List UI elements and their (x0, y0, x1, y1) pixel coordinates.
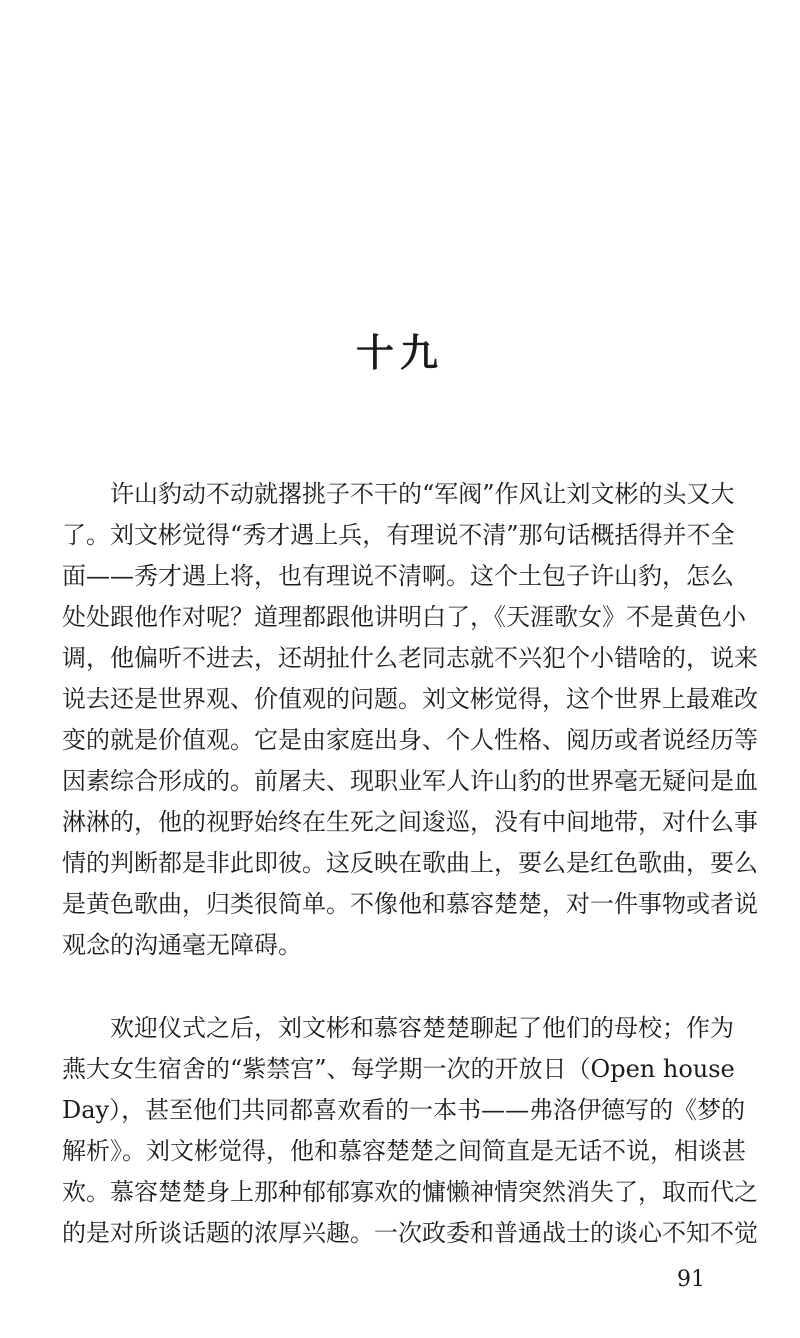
text-line: Day），甚至他们共同都喜欢看的一本书——弗洛伊德写的《梦的 (62, 1096, 746, 1124)
text-line: 处处跟他作对呢？道理都跟他讲明白了，《天涯歌女》不是黄色小 (62, 603, 746, 631)
text-line: 因素综合形成的。前屠夫、现职业军人许山豹的世界毫无疑问是血 (62, 767, 758, 795)
paragraph-1-lines (62, 474, 758, 966)
text-line: 面——秀才遇上将，也有理说不清啊。这个土包子许山豹，怎么 (62, 562, 734, 590)
text-line: 欢。慕容楚楚身上那种郁郁寡欢的慵懒神情突然消失了，取而代之 (62, 1178, 758, 1206)
text-line: 欢迎仪式之后，刘文彬和慕容楚楚聊起了他们的母校；作为 (110, 1014, 734, 1042)
text-line: 了。刘文彬觉得“秀才遇上兵，有理说不清”那句话概括得并不全 (62, 521, 735, 549)
text-line: 许山豹动不动就撂挑子不干的“军阀”作风让刘文彬的头又大 (110, 480, 735, 508)
text-line: 燕大女生宿舍的“紫禁宫”、每学期一次的开放日（Open house (62, 1055, 735, 1083)
text-line: 观念的沟通毫无障碍。 (62, 931, 302, 959)
chapter-title: 十九 (355, 330, 444, 376)
text-line: 说去还是世界观、价值观的问题。刘文彬觉得，这个世界上最难改 (62, 685, 758, 713)
text-line: 是黄色歌曲，归类很简单。不像他和慕容楚楚，对一件事物或者说 (62, 890, 758, 918)
text-line: 调，他偏听不进去，还胡扯什么老同志就不兴犯个小错啥的，说来 (62, 644, 758, 672)
page-number: 91 (677, 1267, 705, 1292)
text-line: 的是对所谈话题的浓厚兴趣。一次政委和普通战士的谈心不知不觉 (62, 1219, 758, 1247)
text-line: 变的就是价值观。它是由家庭出身、个人性格、阅历或者说经历等 (62, 726, 758, 754)
paragraph-2-lines (62, 1008, 758, 1254)
text-line: 解析》。刘文彬觉得，他和慕容楚楚之间简直是无话不说，相谈甚 (62, 1137, 746, 1165)
text-line: 情的判断都是非此即彼。这反映在歌曲上，要么是红色歌曲，要么 (62, 849, 758, 877)
text-line: 淋淋的，他的视野始终在生死之间逡巡，没有中间地带，对什么事 (62, 808, 758, 836)
